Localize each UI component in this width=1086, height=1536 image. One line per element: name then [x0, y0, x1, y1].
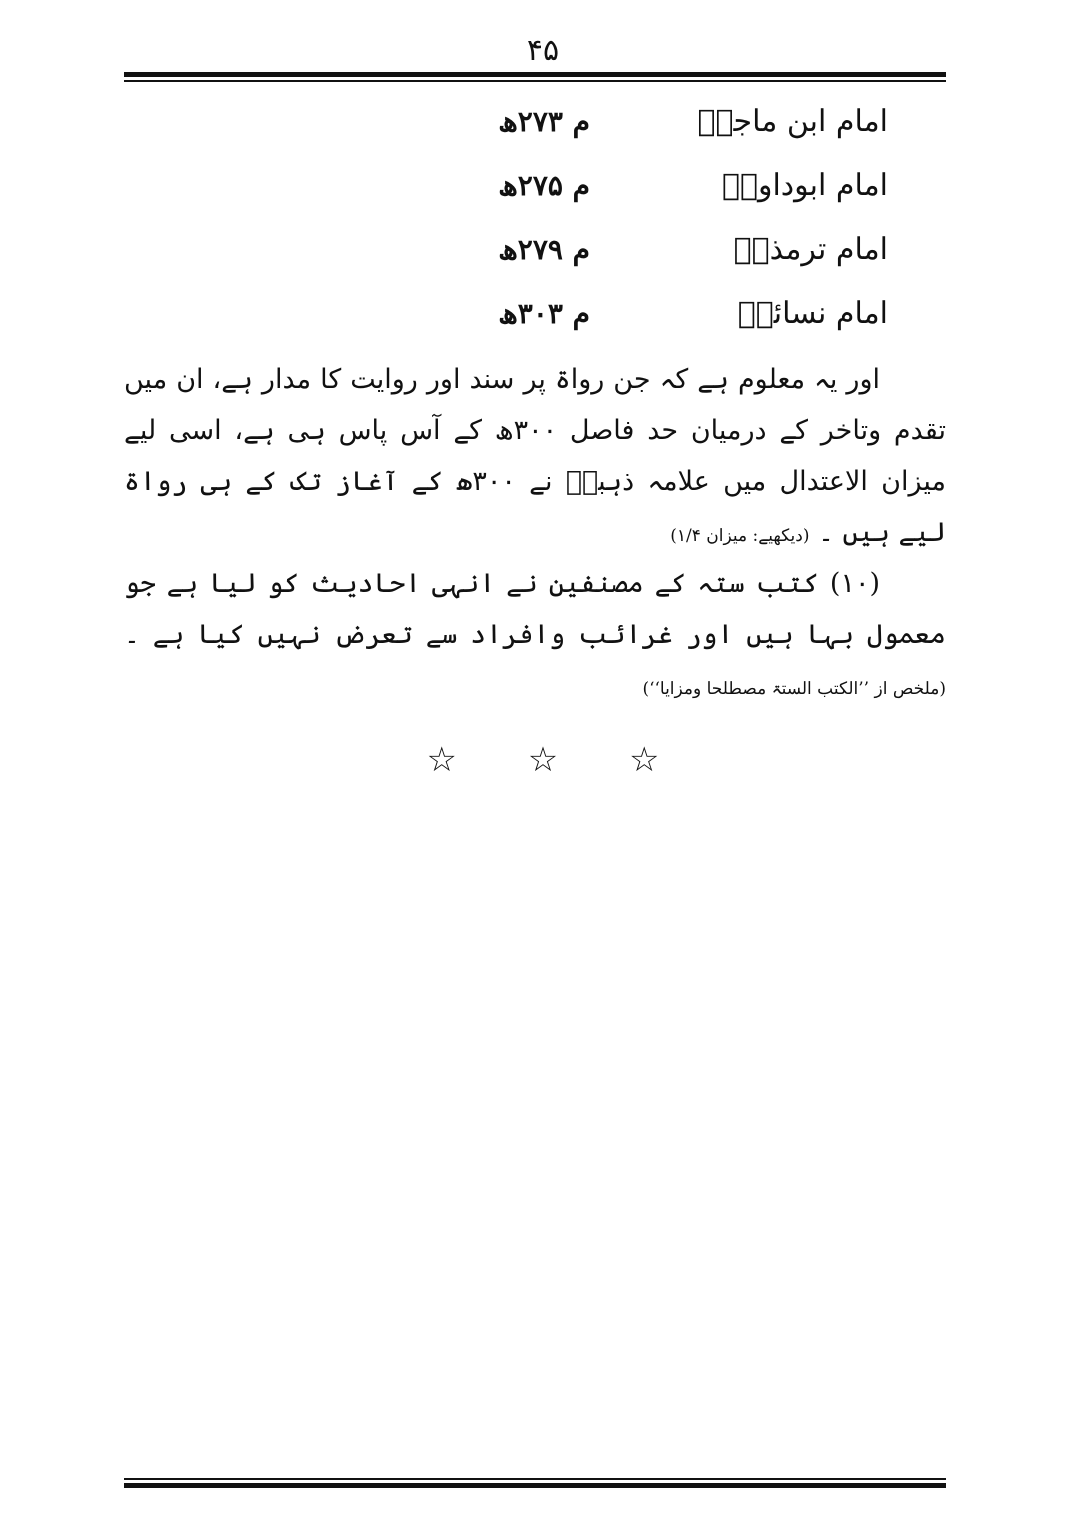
top-double-rule: [124, 72, 946, 82]
star-icon: ☆: [527, 740, 559, 780]
scholar-name: امام ابوداودؒ: [721, 168, 888, 203]
scholar-name: امام ابن ماجہؒ: [697, 104, 888, 139]
reference-citation: (دیکھیے: میزان ۱/۴): [670, 526, 810, 546]
paragraph-text: (۱۰) کتب ستہ کے مصنفین نے انہی احادیث کو لیا ہے جو معمول بہا ہیں اور غرائب وافراد سے تعرض نہیں کیا ہے ۔: [124, 568, 946, 650]
scholar-name: امام نسائیؒ: [737, 296, 888, 331]
paragraph-text: اور یہ معلوم ہے کہ جن رواۃ پر سند اور روایت کا مدار ہے، ان میں تقدم وتاخر کے درمیان حد فاصل ۳۰۰ھ کے آس پاس ہی ہے، اسی لیے میزان الاعتدال میں علامہ ذہبیؒ نے ۳۰۰ھ کے آغاز تک کے ہی رواۃ لیے ہیں ۔: [124, 364, 946, 548]
scholar-death-year: م ۲۷۹ھ: [498, 233, 590, 266]
scholar-name: امام ترمذیؒ: [733, 232, 888, 267]
reference-citation: (ملخص از ’’الکتب الستۃ مصطلحا ومزایا‘‘): [642, 679, 946, 699]
star-icon: ☆: [426, 740, 457, 780]
scholar-death-year: م ۲۷۳ھ: [498, 105, 590, 138]
scholar-row: [0, 224, 1086, 276]
scholar-row: [0, 96, 1086, 148]
star-icon: ☆: [629, 740, 660, 780]
body-paragraph-kutub-sitta: [124, 558, 946, 715]
section-separator-stars: [0, 738, 1086, 782]
bottom-double-rule: [124, 1478, 946, 1488]
body-paragraph-narrators: [124, 354, 946, 562]
scholar-row: [0, 288, 1086, 340]
scholar-row: [0, 160, 1086, 212]
scholar-death-year: م ۳۰۳ھ: [498, 297, 590, 330]
page-number: ۴۵: [526, 33, 560, 68]
scholar-death-year: م ۲۷۵ھ: [498, 169, 590, 202]
